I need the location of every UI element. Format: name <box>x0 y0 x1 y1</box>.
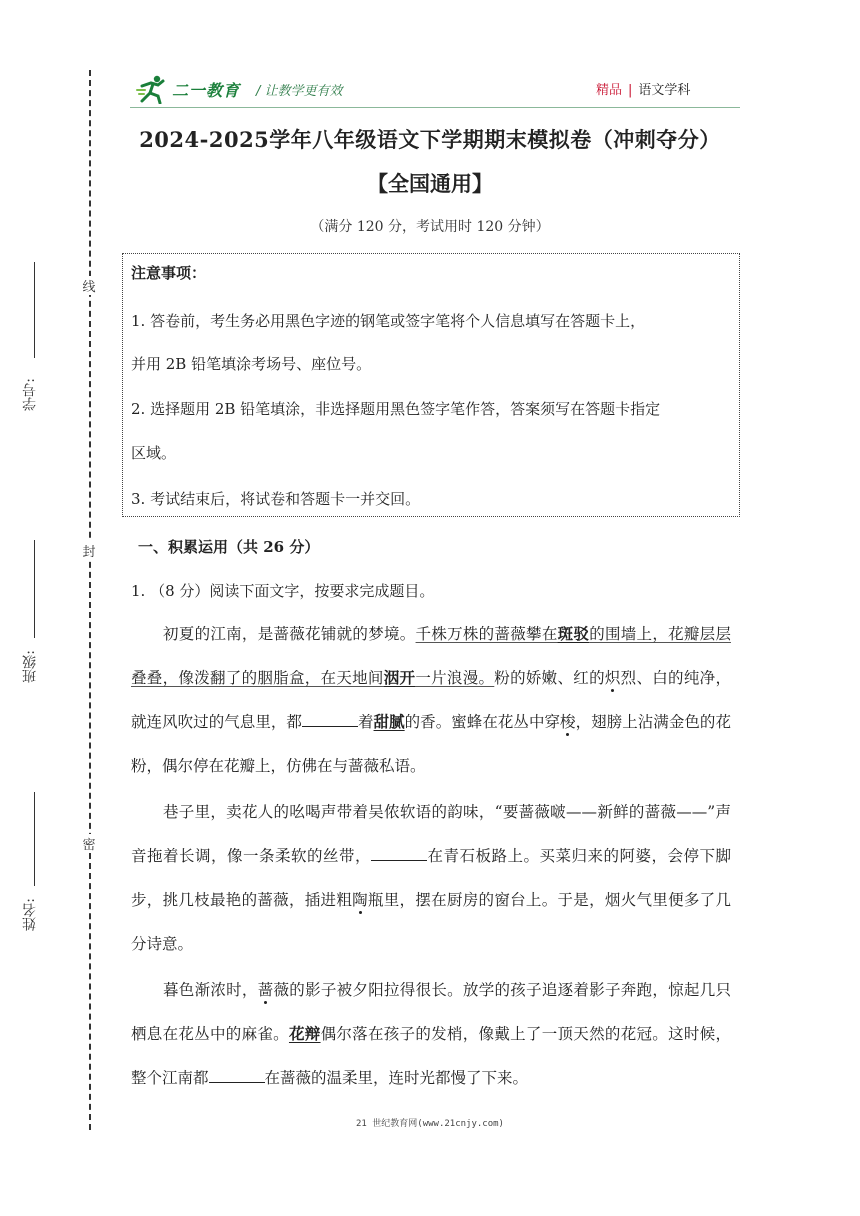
name-line[interactable] <box>34 792 35 886</box>
header-right <box>596 79 690 98</box>
logo-text: 二一教育 <box>172 80 241 100</box>
exam-subtitle: 【全国通用】 <box>367 171 493 196</box>
seal-word-seal: 封 <box>76 541 102 560</box>
runner-logo-icon <box>136 74 170 104</box>
dotted-char: 蔷 <box>257 981 274 999</box>
header-separator: | <box>628 83 633 98</box>
passage-paragraph-2: 巷子里，卖花人的吆喝声带着吴侬软语的韵味，“要蔷薇啵——新鲜的蔷薇——”声音拖着长调，像一条柔软的丝带， 在青石板路上。买菜归来的阿婆，会停下脚步，挑几枝最艳的蔷薇，插进粗陶瓶里，摆在厨房的窗台上。于是，烟火气里便多了几分诗意。 <box>131 803 731 953</box>
binding-dashed-line <box>89 70 91 1130</box>
student-id-label: 学号: <box>22 378 38 411</box>
premium-tag: 精品 <box>596 83 623 98</box>
dotted-char: 梭 <box>560 713 576 731</box>
answer-blank-1[interactable] <box>302 712 358 727</box>
notice-title: 注意事项： <box>131 264 207 282</box>
dotted-char: 炽 <box>604 669 621 687</box>
underlined-sentence: 千株万株的蔷薇攀在斑驳的围墙上，花瓣层层叠叠，像泼翻了的胭脂盒，在天地间洇开一片浪漫。 <box>131 624 731 687</box>
class-line[interactable] <box>34 540 35 638</box>
term-banbo: 斑驳 <box>557 624 590 643</box>
notice-line: 3. 考试结束后，将试卷和答题卡一并交回。 <box>131 490 421 508</box>
score-info: （满分 120 分，考试用时 120 分钟） <box>310 219 550 235</box>
subject-tag: 语文学科 <box>638 83 691 98</box>
logo <box>136 72 240 106</box>
seal-word-secret: 密 <box>76 834 102 853</box>
dotted-char: 陶 <box>352 891 368 909</box>
notice-line: 1. 答卷前，考生务必用黑色字迹的钢笔或签字笔将个人信息填写在答题卡上， <box>131 312 646 330</box>
passage-paragraph-1: 初夏的江南，是蔷薇花铺就的梦境。千株万株的蔷薇攀在斑驳的围墙上，花瓣层层叠叠，像泼翻了的胭脂盒，在天地间洇开一片浪漫。粉的娇嫩、红的炽烈、白的纯净，就连风吹过的气息里，都 着甜腻的香。蜜蜂在花丛中穿梭，翅膀上沾满金色的花粉，偶尔停在花瓣上，仿佛在与蔷薇私语。 <box>131 624 731 775</box>
answer-blank-3[interactable] <box>209 1068 265 1083</box>
term-huabian: 花辩 <box>288 1024 321 1043</box>
name-label: 姓名: <box>22 898 38 931</box>
exam-title: 2024-2025学年八年级语文下学期期末模拟卷（冲刺夺分） <box>139 127 721 152</box>
page-footer: 21 世纪教育网(www.21cnjy.com) <box>356 1119 504 1129</box>
notice-box <box>122 253 740 517</box>
class-label: 班级: <box>22 650 38 683</box>
notice-line: 2. 选择题用 2B 铅笔填涂，非选择题用黑色签字笔作答，答案须写在答题卡指定 <box>131 400 661 418</box>
student-id-line[interactable] <box>34 262 35 358</box>
passage-paragraph-3: 暮色渐浓时，蔷薇的影子被夕阳拉得很长。放学的孩子追逐着影子奔跑，惊起几只栖息在花丛中的麻雀。花辩偶尔落在孩子的发梢，像戴上了一顶天然的花冠。这时候，整个江南都 在蔷薇的温柔里，连时光都慢了下来。 <box>131 981 731 1087</box>
seal-word-line: 线 <box>76 276 102 295</box>
notice-line: 区域。 <box>131 444 177 462</box>
term-yinkai: 洇开 <box>383 668 416 687</box>
notice-line: 并用 2B 铅笔填涂考场号、座位号。 <box>131 355 372 373</box>
answer-blank-2[interactable] <box>371 846 427 861</box>
term-tianni: 甜腻 <box>373 712 405 731</box>
section-heading: 一、积累运用（共 26 分） <box>138 538 320 556</box>
header-divider <box>130 107 740 108</box>
question-1: 1. （8 分）阅读下面文字，按要求完成题目。 <box>131 582 435 600</box>
slogan: / 让教学更有效 <box>256 84 343 99</box>
